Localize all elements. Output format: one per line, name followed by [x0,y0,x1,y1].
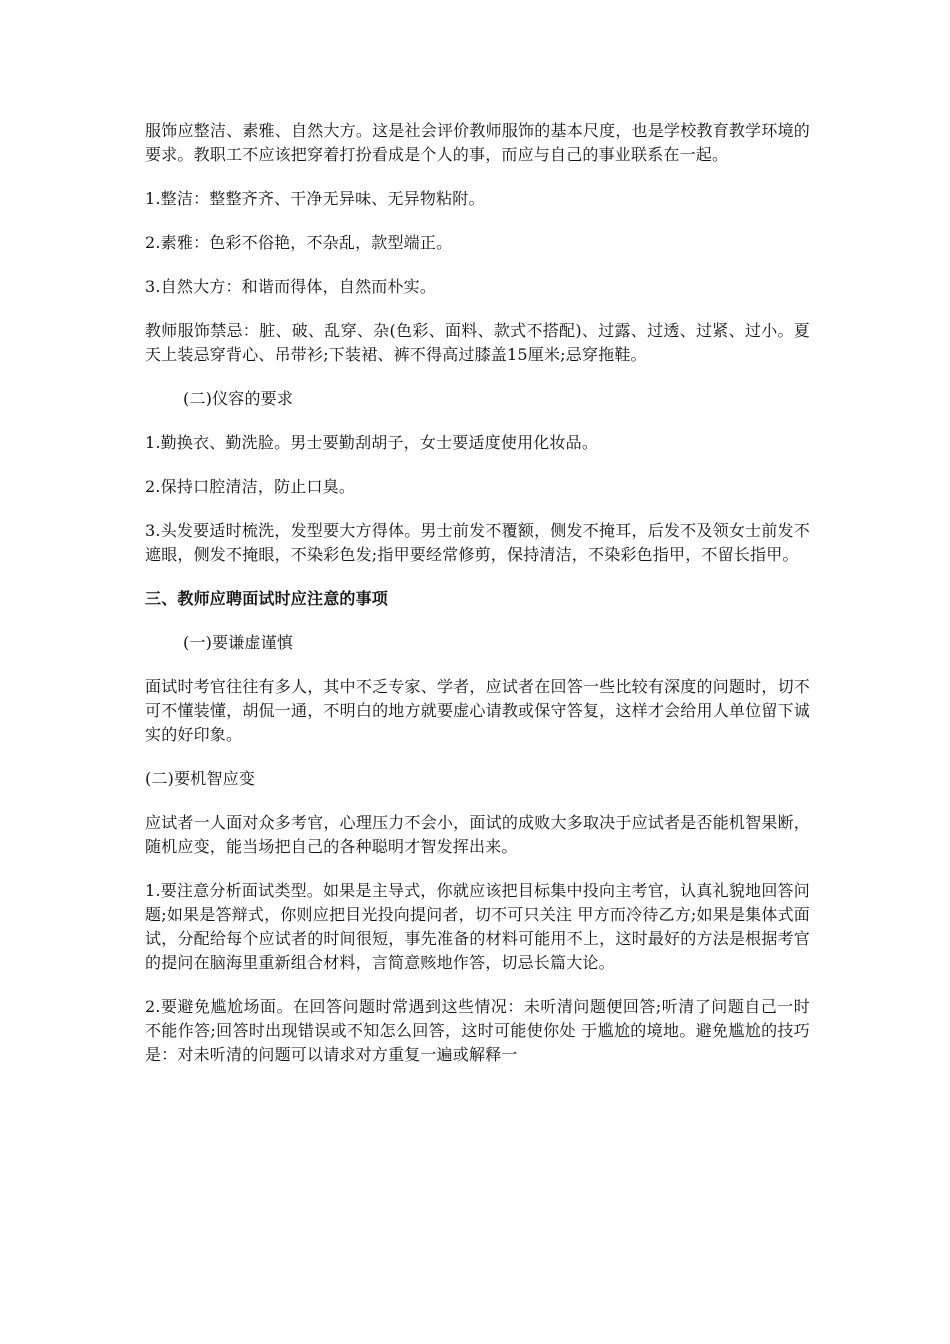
paragraph-avoid-awkwardness: 2.要避免尴尬场面。在回答问题时常遇到这些情况：未听清问题便回答;听清了问题自己一时不能作答;回答时出现错误或不知怎么回答，这时可能使你处 于尴尬的境地。避免尴尬的技巧是：对未听清的问题可以请求对方重复一遍或解释一 [145,997,810,1064]
document-page [145,119,810,1087]
subheading-be-modest: (一)要谦虚谨慎 [183,633,294,652]
subheading-appearance-requirements: (二)仪容的要求 [183,389,294,408]
paragraph-item-clean: 1.整洁：整整齐齐、干净无异味、无异物粘附。 [145,189,485,208]
paragraph-appearance-item-2: 2.保持口腔清洁，防止口臭。 [145,477,356,496]
paragraph-item-elegant: 2.素雅：色彩不俗艳，不杂乱，款型端正。 [145,233,453,252]
paragraph-be-adaptive: 应试者一人面对众多考官，心理压力不会小，面试的成败大多取决于应试者是否能机智果断，随机应变，能当场把自己的各种聪明才智发挥出来。 [145,813,810,856]
paragraph-attire-taboos: 教师服饰禁忌：脏、破、乱穿、杂(色彩、面料、款式不搭配)、过露、过透、过紧、过小。夏天上装忌穿背心、吊带衫;下装裙、裤不得高过膝盖15厘米;忌穿拖鞋。 [145,321,810,364]
paragraph-appearance-item-3: 3.头发要适时梳洗，发型要大方得体。男士前发不覆额，侧发不掩耳，后发不及领女士前发不遮眼，侧发不掩眼，不染彩色发;指甲要经常修剪，保持清洁，不染彩色指甲，不留长指甲。 [145,521,810,564]
paragraph-be-modest: 面试时考官往往有多人，其中不乏专家、学者，应试者在回答一些比较有深度的问题时，切不可不懂装懂，胡侃一通，不明白的地方就要虚心请教或保守答复，这样才会给用人单位留下诚实的好印象。 [145,677,810,744]
section-heading-interview: 三、教师应聘面试时应注意的事项 [145,589,389,608]
paragraph-interview-types: 1.要注意分析面试类型。如果是主导式，你就应该把目标集中投向主考官，认真礼貌地回答问题;如果是答辩式，你则应把目光投向提问者，切不可只关注 甲方而冷待乙方;如果是集体式面试，分配给每个应试者的时间很短，事先准备的材料可能用不上，这时最好的方法是根据考官的提问在脑海里重新组合材料，言简意赅地作答，切忌长篇大论。 [145,881,810,972]
paragraph-appearance-item-1: 1.勤换衣、勤洗脸。男士要勤刮胡子，女士要适度使用化妆品。 [145,433,599,452]
paragraph-attire-principle: 服饰应整洁、素雅、自然大方。这是社会评价教师服饰的基本尺度，也是学校教育教学环境的要求。教职工不应该把穿着打扮看成是个人的事，而应与自己的事业联系在一起。 [145,121,810,164]
subheading-be-adaptive: (二)要机智应变 [145,769,256,788]
paragraph-item-natural: 3.自然大方：和谐而得体，自然而朴实。 [145,277,437,296]
